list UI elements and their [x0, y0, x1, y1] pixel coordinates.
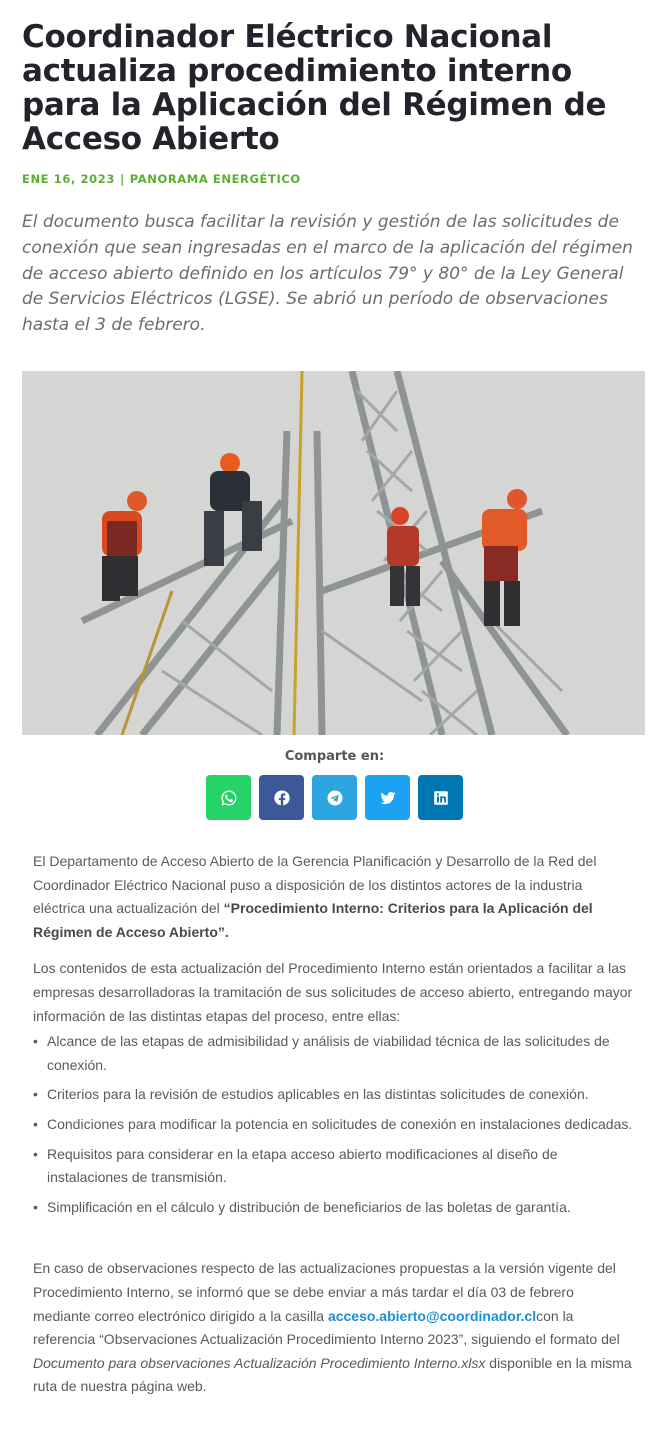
telegram-icon	[326, 789, 344, 807]
list-item: • Condiciones para modificar la potencia en solicitudes de conexión en instalaciones dedicadas.	[33, 1113, 633, 1137]
article-date: ENE 16, 2023	[22, 172, 115, 186]
article-meta	[22, 172, 301, 186]
list-item: • Alcance de las etapas de admisibilidad y análisis de viabilidad técnica de las solicitudes de conexión.	[33, 1030, 633, 1077]
photo-transmission-tower-workers	[22, 371, 645, 735]
article-title: Coordinador Eléctrico Nacional actualiza procedimiento interno para la Aplicación del Régimen de Acceso Abierto	[22, 19, 607, 157]
article-body	[33, 850, 633, 1412]
share-whatsapp-button[interactable]	[206, 775, 251, 820]
paragraph-3	[33, 1257, 633, 1399]
article-lead: El documento busca facilitar la revisión y gestión de las solicitudes de conexión que sean ingresadas en el marco de la aplicación del régimen de acceso abierto definido en los artículos 79° y 80° de la Ley General de Servicios Eléctricos (LGSE). Se abrió un período de observaciones hasta el 3 de febrero.	[22, 212, 633, 336]
linkedin-icon	[432, 789, 450, 807]
paragraph-3-text: En caso de observaciones respecto de las actualizaciones propuestas a la versión vigente del Procedimiento Interno, se informó que se debe enviar a más tardar el día 03 de febrero mediante correo electrónico dirigido a la casilla	[33, 1260, 616, 1324]
share-twitter-button[interactable]	[365, 775, 410, 820]
meta-separator: |	[119, 172, 125, 186]
share-facebook-button[interactable]	[259, 775, 304, 820]
paragraph-3-end: disponible en la misma ruta de nuestra página web.	[33, 1354, 632, 1395]
paragraph-1	[33, 850, 633, 944]
hero-image	[22, 371, 645, 735]
list-item: • Criterios para la revisión de estudios aplicables en las distintas solicitudes de conexión.	[33, 1083, 633, 1107]
share-linkedin-button[interactable]	[418, 775, 463, 820]
list-item: • Simplificación en el cálculo y distribución de beneficiarios de las boletas de garantía.	[33, 1196, 633, 1220]
share-buttons	[206, 775, 463, 820]
whatsapp-icon	[220, 789, 238, 807]
paragraph-3-middle: con la referencia “Observaciones Actualización Procedimiento Interno 2023”, siguiendo el formato del	[33, 1307, 620, 1348]
facebook-icon	[273, 789, 291, 807]
twitter-icon	[379, 789, 397, 807]
document-name: Documento para observaciones Actualización Procedimiento Interno.xlsx	[33, 1354, 486, 1371]
paragraph-1-text: El Departamento de Acceso Abierto de la Gerencia Planificación y Desarrollo de la Red del Coordinador Eléctrico Nacional puso a disposición de los distintos actores de la industria eléctrica una actualización del	[33, 853, 597, 917]
list-item: • Requisitos para considerar en la etapa acceso abierto modificaciones al diseño de instalaciones de transmisión.	[33, 1143, 633, 1190]
share-label: Comparte en:	[284, 749, 385, 764]
procedure-title-bold: “Procedimiento Interno: Criterios para la Aplicación del Régimen de Acceso Abierto”.	[33, 900, 593, 940]
contents-list	[33, 1030, 633, 1219]
share-telegram-button[interactable]	[312, 775, 357, 820]
email-link[interactable]: acceso.abierto@coordinador.cl	[327, 1307, 537, 1324]
article-category-link[interactable]: PANORAMA ENERGÉTICO	[129, 172, 301, 186]
paragraph-2: Los contenidos de esta actualización del Procedimiento Interno están orientados a facilitar a las empresas desarrolladoras la tramitación de sus solicitudes de acceso abierto, entregando mayor información de las distintas etapas del proceso, entre ellas:	[33, 960, 633, 1024]
